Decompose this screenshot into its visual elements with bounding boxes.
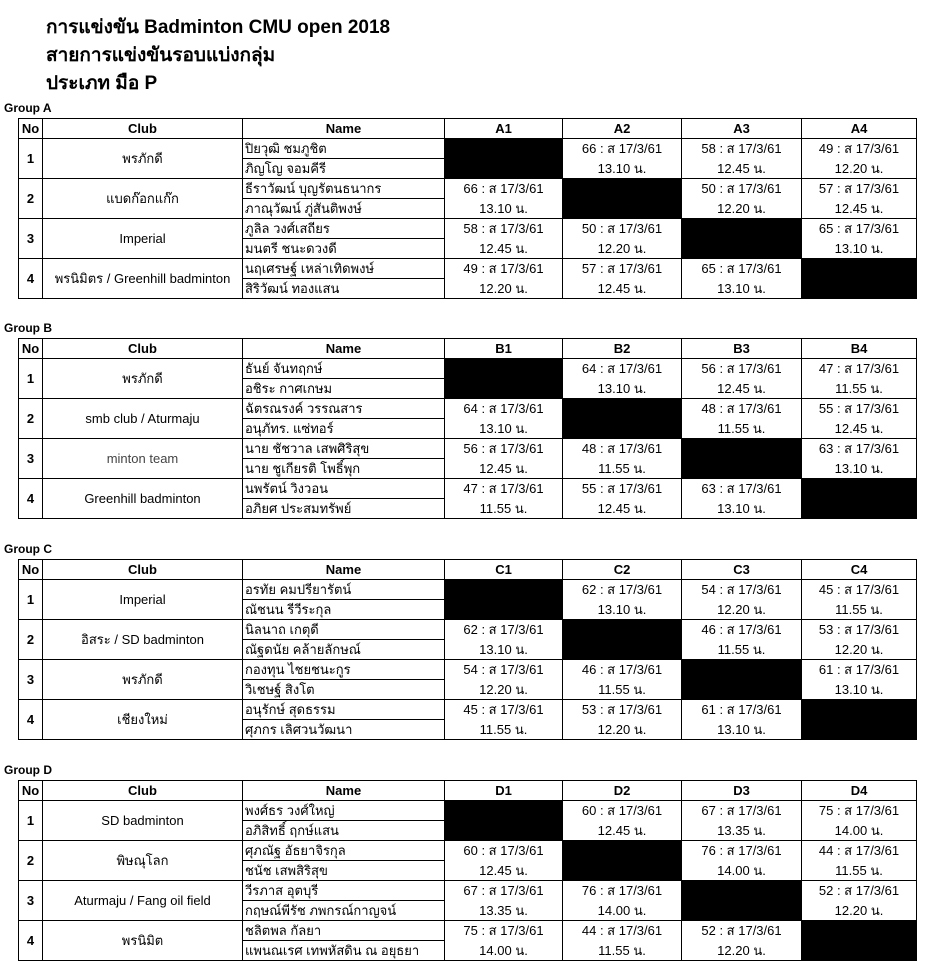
- match-number-date: 44 : ส 17/3/61: [802, 841, 917, 861]
- match-time: 14.00 น.: [682, 861, 802, 881]
- match-number-date: 53 : ส 17/3/61: [802, 620, 917, 640]
- team-number: 2: [19, 620, 43, 660]
- team-club: เชียงใหม่: [43, 700, 243, 740]
- team-row-top: [19, 139, 917, 159]
- team-club: Aturmaju / Fang oil field: [43, 881, 243, 921]
- player-name: นพรัตน์ วิงวอน: [243, 479, 445, 499]
- match-time: 12.45 น.: [445, 239, 563, 259]
- match-number-date: 44 : ส 17/3/61: [563, 921, 682, 941]
- team-number: 2: [19, 179, 43, 219]
- team-club: SD badminton: [43, 801, 243, 841]
- header-name: Name: [243, 560, 445, 580]
- match-number-date: 63 : ส 17/3/61: [802, 439, 917, 459]
- match-time: 13.10 น.: [563, 379, 682, 399]
- team-club: พรภักดี: [43, 139, 243, 179]
- team-club: smb club / Aturmaju: [43, 399, 243, 439]
- match-number-date: 58 : ส 17/3/61: [445, 219, 563, 239]
- header-opponent: D3: [682, 781, 802, 801]
- self-match-blank: [682, 881, 802, 921]
- match-number-date: 58 : ส 17/3/61: [682, 139, 802, 159]
- match-time: 12.20 น.: [802, 901, 917, 921]
- team-club: พรนิมิต: [43, 921, 243, 961]
- team-number: 3: [19, 439, 43, 479]
- player-name: วีรภาส อุตบุรี: [243, 881, 445, 901]
- player-name: ฉัตรณรงค์ วรรณสาร: [243, 399, 445, 419]
- match-number-date: 49 : ส 17/3/61: [802, 139, 917, 159]
- player-name: อนุภัทร. แซ่ทอร์: [243, 419, 445, 439]
- header-opponent: A3: [682, 119, 802, 139]
- player-name: อชิระ กาศเกษม: [243, 379, 445, 399]
- match-number-date: 67 : ส 17/3/61: [682, 801, 802, 821]
- team-club: แบดก๊อกแก๊ก: [43, 179, 243, 219]
- match-time: 13.10 น.: [802, 680, 917, 700]
- team-row-top: [19, 179, 917, 199]
- match-number-date: 76 : ส 17/3/61: [682, 841, 802, 861]
- team-row-top: [19, 399, 917, 419]
- match-number-date: 54 : ส 17/3/61: [445, 660, 563, 680]
- team-row-top: [19, 620, 917, 640]
- team-row-top: [19, 801, 917, 821]
- match-number-date: 47 : ส 17/3/61: [445, 479, 563, 499]
- match-time: 12.45 น.: [445, 459, 563, 479]
- match-time: 13.10 น.: [563, 159, 682, 179]
- match-number-date: 45 : ส 17/3/61: [802, 580, 917, 600]
- match-time: 12.20 น.: [445, 680, 563, 700]
- match-time: 12.45 น.: [682, 159, 802, 179]
- match-time: 14.00 น.: [802, 821, 917, 841]
- player-name: ศุภกร เลิศวนวัฒนา: [243, 720, 445, 740]
- header-club: Club: [43, 781, 243, 801]
- self-match-blank: [682, 439, 802, 479]
- self-match-blank: [682, 660, 802, 700]
- header-no: No: [19, 119, 43, 139]
- team-number: 4: [19, 479, 43, 519]
- header-row: [19, 781, 917, 801]
- group-table: [18, 780, 917, 961]
- match-time: 11.55 น.: [563, 680, 682, 700]
- match-time: 13.10 น.: [563, 600, 682, 620]
- match-time: 12.20 น.: [682, 941, 802, 961]
- match-time: 11.55 น.: [445, 720, 563, 740]
- team-number: 4: [19, 921, 43, 961]
- match-time: 12.20 น.: [802, 159, 917, 179]
- match-number-date: 60 : ส 17/3/61: [445, 841, 563, 861]
- match-time: 12.45 น.: [445, 861, 563, 881]
- header-name: Name: [243, 781, 445, 801]
- group-label: Group B: [4, 321, 52, 335]
- header-opponent: C3: [682, 560, 802, 580]
- header-row: [19, 339, 917, 359]
- match-time: 11.55 น.: [682, 640, 802, 660]
- team-number: 2: [19, 399, 43, 439]
- self-match-blank: [563, 841, 682, 881]
- match-time: 14.00 น.: [445, 941, 563, 961]
- team-number: 4: [19, 700, 43, 740]
- match-time: 11.55 น.: [802, 600, 917, 620]
- match-time: 12.45 น.: [563, 279, 682, 299]
- match-time: 12.20 น.: [563, 239, 682, 259]
- match-number-date: 75 : ส 17/3/61: [445, 921, 563, 941]
- team-row-top: [19, 479, 917, 499]
- match-number-date: 57 : ส 17/3/61: [802, 179, 917, 199]
- header-name: Name: [243, 339, 445, 359]
- group-label: Group D: [4, 763, 52, 777]
- team-row-top: [19, 700, 917, 720]
- player-name: มนตรี ชนะดวงดี: [243, 239, 445, 259]
- match-number-date: 61 : ส 17/3/61: [802, 660, 917, 680]
- player-name: อภิยศ ประสมทรัพย์: [243, 499, 445, 519]
- match-number-date: 57 : ส 17/3/61: [563, 259, 682, 279]
- team-number: 1: [19, 580, 43, 620]
- match-number-date: 45 : ส 17/3/61: [445, 700, 563, 720]
- player-name: ชลิตพล กัลยา: [243, 921, 445, 941]
- header-opponent: B1: [445, 339, 563, 359]
- team-number: 1: [19, 801, 43, 841]
- header-opponent: D1: [445, 781, 563, 801]
- header-name: Name: [243, 119, 445, 139]
- match-time: 14.00 น.: [563, 901, 682, 921]
- match-time: 11.55 น.: [563, 941, 682, 961]
- match-time: 12.20 น.: [682, 199, 802, 219]
- team-row-top: [19, 219, 917, 239]
- match-number-date: 55 : ส 17/3/61: [802, 399, 917, 419]
- match-time: 12.20 น.: [563, 720, 682, 740]
- match-number-date: 56 : ส 17/3/61: [445, 439, 563, 459]
- document-title: การแข่งขัน Badminton CMU open 2018: [46, 17, 391, 38]
- match-time: 13.35 น.: [682, 821, 802, 841]
- team-number: 4: [19, 259, 43, 299]
- match-number-date: 64 : ส 17/3/61: [445, 399, 563, 419]
- team-club: อิสระ / SD badminton: [43, 620, 243, 660]
- match-number-date: 62 : ส 17/3/61: [445, 620, 563, 640]
- team-number: 3: [19, 660, 43, 700]
- player-name: ภิญโญ จอมคีรี: [243, 159, 445, 179]
- player-name: กฤษณ์พีรัช ภพกรณ์กาญจน์: [243, 901, 445, 921]
- match-number-date: 55 : ส 17/3/61: [563, 479, 682, 499]
- header-no: No: [19, 339, 43, 359]
- match-time: 12.20 น.: [445, 279, 563, 299]
- match-number-date: 48 : ส 17/3/61: [682, 399, 802, 419]
- match-number-date: 48 : ส 17/3/61: [563, 439, 682, 459]
- header-opponent: B2: [563, 339, 682, 359]
- header-club: Club: [43, 119, 243, 139]
- match-time: 13.10 น.: [445, 199, 563, 219]
- team-row-top: [19, 881, 917, 901]
- match-number-date: 53 : ส 17/3/61: [563, 700, 682, 720]
- header-opponent: A2: [563, 119, 682, 139]
- team-number: 2: [19, 841, 43, 881]
- player-name: นาย ชัชวาล เสพศิริสุข: [243, 439, 445, 459]
- player-name: ศุภณัฐ อัธยาจิรกุล: [243, 841, 445, 861]
- player-name: นาย ชูเกียรติ โพธิ์พุก: [243, 459, 445, 479]
- match-time: 13.35 น.: [445, 901, 563, 921]
- header-opponent: C2: [563, 560, 682, 580]
- match-number-date: 49 : ส 17/3/61: [445, 259, 563, 279]
- self-match-blank: [445, 139, 563, 179]
- match-time: 13.10 น.: [445, 419, 563, 439]
- team-club: พรภักดี: [43, 359, 243, 399]
- team-row-top: [19, 841, 917, 861]
- match-number-date: 50 : ส 17/3/61: [682, 179, 802, 199]
- player-name: ธันย์ จันทฤกษ์: [243, 359, 445, 379]
- header-no: No: [19, 781, 43, 801]
- match-number-date: 76 : ส 17/3/61: [563, 881, 682, 901]
- player-name: ภูลิล วงศ์เสถียร: [243, 219, 445, 239]
- match-number-date: 67 : ส 17/3/61: [445, 881, 563, 901]
- match-time: 13.10 น.: [682, 499, 802, 519]
- self-match-blank: [802, 700, 917, 740]
- match-number-date: 52 : ส 17/3/61: [682, 921, 802, 941]
- match-number-date: 47 : ส 17/3/61: [802, 359, 917, 379]
- match-time: 12.45 น.: [682, 379, 802, 399]
- self-match-blank: [563, 399, 682, 439]
- match-time: 12.20 น.: [802, 640, 917, 660]
- group-label: Group C: [4, 542, 52, 556]
- match-number-date: 52 : ส 17/3/61: [802, 881, 917, 901]
- match-number-date: 75 : ส 17/3/61: [802, 801, 917, 821]
- match-time: 11.55 น.: [445, 499, 563, 519]
- player-name: วิเชษฐ์ สิงโต: [243, 680, 445, 700]
- header-row: [19, 560, 917, 580]
- match-number-date: 46 : ส 17/3/61: [563, 660, 682, 680]
- team-row-top: [19, 580, 917, 600]
- match-time: 12.45 น.: [802, 199, 917, 219]
- player-name: นิลนาถ เกตุดี: [243, 620, 445, 640]
- player-name: อรทัย คมปรียารัตน์: [243, 580, 445, 600]
- team-number: 3: [19, 881, 43, 921]
- player-name: กองทุน ไชยชนะกูร: [243, 660, 445, 680]
- match-time: 12.45 น.: [563, 499, 682, 519]
- match-number-date: 61 : ส 17/3/61: [682, 700, 802, 720]
- player-name: ปิยวุฒิ ชมภูชิต: [243, 139, 445, 159]
- player-name: อภิสิทธิ์ ฤกษ์แสน: [243, 821, 445, 841]
- team-club: Imperial: [43, 219, 243, 259]
- match-number-date: 66 : ส 17/3/61: [563, 139, 682, 159]
- self-match-blank: [682, 219, 802, 259]
- self-match-blank: [802, 479, 917, 519]
- player-name: อนุรักษ์ สุดธรรม: [243, 700, 445, 720]
- match-number-date: 50 : ส 17/3/61: [563, 219, 682, 239]
- header-club: Club: [43, 560, 243, 580]
- player-name: ณัฐดนัย คล้ายลักษณ์: [243, 640, 445, 660]
- player-name: พงศ์ธร วงศ์ใหญ่: [243, 801, 445, 821]
- header-opponent: D4: [802, 781, 917, 801]
- self-match-blank: [445, 580, 563, 620]
- match-time: 12.45 น.: [563, 821, 682, 841]
- header-opponent: C4: [802, 560, 917, 580]
- player-name: ชนัช เสพสิริสุข: [243, 861, 445, 881]
- self-match-blank: [802, 259, 917, 299]
- document-subtitle: สายการแข่งขันรอบแบ่งกลุ่ม: [46, 45, 276, 66]
- player-name: ธีราวัฒน์ บุญรัตนธนากร: [243, 179, 445, 199]
- group-table: [18, 118, 917, 299]
- team-club: Imperial: [43, 580, 243, 620]
- match-number-date: 54 : ส 17/3/61: [682, 580, 802, 600]
- match-time: 11.55 น.: [682, 419, 802, 439]
- header-opponent: B4: [802, 339, 917, 359]
- match-number-date: 56 : ส 17/3/61: [682, 359, 802, 379]
- header-club: Club: [43, 339, 243, 359]
- match-time: 13.10 น.: [445, 640, 563, 660]
- self-match-blank: [445, 801, 563, 841]
- group-label: Group A: [4, 101, 52, 115]
- match-number-date: 46 : ส 17/3/61: [682, 620, 802, 640]
- match-number-date: 65 : ส 17/3/61: [802, 219, 917, 239]
- match-time: 11.55 น.: [802, 379, 917, 399]
- self-match-blank: [802, 921, 917, 961]
- document-category: ประเภท มือ P: [46, 73, 158, 94]
- self-match-blank: [563, 620, 682, 660]
- match-time: 11.55 น.: [802, 861, 917, 881]
- group-table: [18, 338, 917, 519]
- match-time: 12.20 น.: [682, 600, 802, 620]
- header-opponent: B3: [682, 339, 802, 359]
- match-time: 11.55 น.: [563, 459, 682, 479]
- player-name: ภาณุวัฒน์ ภู่สันติพงษ์: [243, 199, 445, 219]
- match-number-date: 62 : ส 17/3/61: [563, 580, 682, 600]
- player-name: แพนณเรศ เทพหัสดิน ณ อยุธยา: [243, 941, 445, 961]
- team-number: 1: [19, 139, 43, 179]
- match-number-date: 66 : ส 17/3/61: [445, 179, 563, 199]
- team-club: พรนิมิตร / Greenhill badminton: [43, 259, 243, 299]
- match-time: 13.10 น.: [802, 459, 917, 479]
- match-number-date: 64 : ส 17/3/61: [563, 359, 682, 379]
- player-name: นฤเศรษฐ์ เหล่าเทิดพงษ์: [243, 259, 445, 279]
- match-time: 13.10 น.: [802, 239, 917, 259]
- player-name: สิริวัฒน์ ทองแสน: [243, 279, 445, 299]
- self-match-blank: [563, 179, 682, 219]
- team-number: 3: [19, 219, 43, 259]
- match-time: 13.10 น.: [682, 279, 802, 299]
- self-match-blank: [445, 359, 563, 399]
- header-no: No: [19, 560, 43, 580]
- header-row: [19, 119, 917, 139]
- header-opponent: A4: [802, 119, 917, 139]
- team-club: พิษณุโลก: [43, 841, 243, 881]
- team-club: minton team: [43, 439, 243, 479]
- team-row-top: [19, 359, 917, 379]
- player-name: ณัชนน รีวีระกุล: [243, 600, 445, 620]
- group-table: [18, 559, 917, 740]
- match-number-date: 63 : ส 17/3/61: [682, 479, 802, 499]
- match-number-date: 60 : ส 17/3/61: [563, 801, 682, 821]
- team-row-top: [19, 259, 917, 279]
- team-club: พรภักดี: [43, 660, 243, 700]
- team-row-top: [19, 921, 917, 941]
- team-row-top: [19, 660, 917, 680]
- header-opponent: D2: [563, 781, 682, 801]
- team-club: Greenhill badminton: [43, 479, 243, 519]
- header-opponent: C1: [445, 560, 563, 580]
- match-number-date: 65 : ส 17/3/61: [682, 259, 802, 279]
- team-number: 1: [19, 359, 43, 399]
- team-row-top: [19, 439, 917, 459]
- match-time: 12.45 น.: [802, 419, 917, 439]
- header-opponent: A1: [445, 119, 563, 139]
- match-time: 13.10 น.: [682, 720, 802, 740]
